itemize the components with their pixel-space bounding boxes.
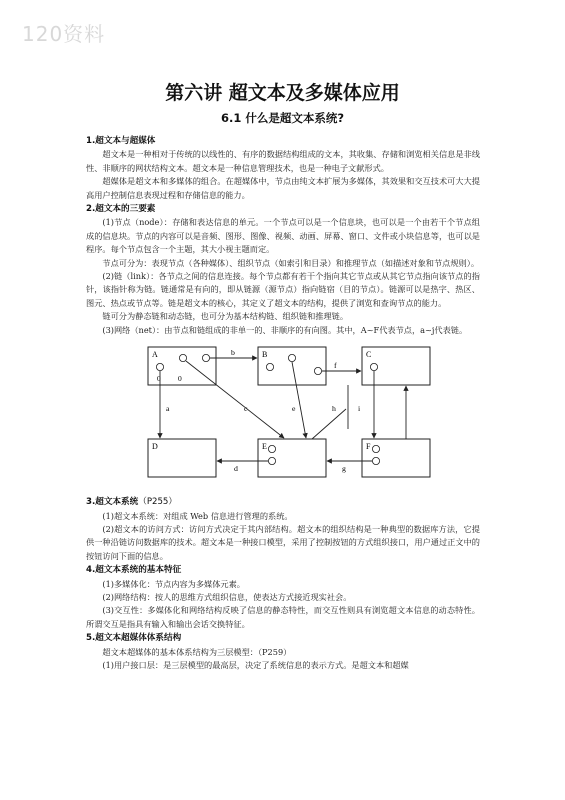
- node-b-label: B: [262, 350, 268, 360]
- section-1: [86, 135, 480, 202]
- anchor-circle: [179, 354, 186, 361]
- paragraph: (2)链（link）：各节点之间的信息连接。每个节点都有若干个指向其它节点或从其它节点指向该节点的指针，该指针称为链。链通常是有向的，即从链源（源节点）指向链宿（目的节点）。链源可以是热字、热区、图元、热点或节点等。链是超文本的核心，其定义了超文本的结构，提供了浏览和查询节点的能力。: [86, 271, 480, 308]
- link-label-a: a: [166, 404, 170, 414]
- link-c-line: [186, 361, 284, 438]
- link-label-c: c: [244, 404, 248, 414]
- paragraph: (3)交互性：多媒体化和网络结构反映了信息的静态特性，而交互性则具有浏览超文本信息的动态特性。所谓交互是指具有输入和输出会话交换特征。: [86, 605, 480, 629]
- document-body: [86, 134, 480, 672]
- section-heading: 2.超文本的三要素: [86, 204, 156, 215]
- anchor-circle: [266, 363, 273, 370]
- page-title: 第六讲 超文本及多媒体应用: [165, 82, 400, 104]
- paragraph: (1)用户接口层：是三层模型的最高层，决定了系统信息的表示方式。是超文本和超媒: [102, 659, 409, 670]
- section-heading: 4.超文本系统的基本特征: [86, 565, 182, 576]
- link-label-f: f: [334, 361, 337, 371]
- anchor-circle: [268, 457, 275, 464]
- section-4: [86, 564, 480, 631]
- watermark: 120资料: [22, 22, 106, 46]
- network-svg: [86, 341, 480, 493]
- link-label-b: b: [231, 348, 235, 358]
- node-f-label: F: [366, 442, 371, 452]
- anchor-circle: [156, 363, 163, 370]
- paragraph: 节点可分为：表现节点（各种媒体）、组织节点（如索引和目录）和推理节点（如描述对象和节点规则）。: [102, 257, 480, 268]
- paragraph: (2)超文本的访问方式：访问方式决定于其内部结构。超文本的组织结构是一种典型的数据库方法，它提供一种沿链访问数据库的技术。超文本是一种接口模型，采用了控制按钮的方式组织接口，用户通过正文中的按钮访问下面的信息。: [86, 523, 480, 561]
- section-3: [86, 496, 480, 563]
- anchor-circle: [268, 445, 275, 452]
- paragraph: (3)网络（net）：由节点和链组成的非单一的、非顺序的有向图。其中，A~F代表节点，a~j代表链。: [102, 324, 468, 335]
- node-f-box: [362, 439, 430, 477]
- paragraph: (1)节点（node）：存储和表达信息的单元。一个节点可以是一个信息块，也可以是一个由若干个节点组成的信息块。节点的内容可以是音频、图形、图像、视频、动画、屏幕、窗口、文件或小块信息等，也可以是程序。每个节点包含一个主题，其大小视主题而定。: [86, 217, 480, 255]
- link-label-i: i: [358, 404, 361, 414]
- node-e-box: [258, 439, 326, 477]
- node-d-label: D: [152, 442, 158, 452]
- paragraph: 超文本是一种相对于传统的以线性的、有序的数据结构组成的文本，其收集、存储和浏览相关信息是非线性、非顺序的网状结构文本。超文本是一种信息管理技术，也是一种电子文献形式。: [86, 149, 480, 173]
- paragraph: (1)多媒体化：节点内容为多媒体元素。: [102, 578, 245, 589]
- section-heading: 3.超文本系统（P255）: [86, 497, 177, 508]
- node-c-box: [362, 347, 430, 385]
- section-subtitle: 6.1 什么是超文本系统?: [220, 111, 345, 125]
- link-e-line: [292, 362, 306, 438]
- paragraph: 超媒体是超文本和多媒体的组合。在超媒体中，节点由纯文本扩展为多媒体，其效果和交互技术可大大提高用户控制信息表现过程和存储信息的能力。: [86, 176, 480, 200]
- link-label-e: e: [292, 404, 296, 414]
- page-reference: （P255）: [138, 497, 177, 508]
- node-a-label: A: [152, 350, 158, 360]
- link-e-return-line: [312, 409, 346, 439]
- node-d-box: [148, 439, 216, 477]
- section-2: [86, 203, 480, 337]
- anchor-circle: [314, 367, 321, 374]
- anchor-circle: [372, 457, 379, 464]
- paragraph: (1)超文本系统：对组成 Web 信息进行管理的系统。: [102, 510, 293, 521]
- node-e-label: E: [262, 442, 267, 452]
- section-5: [86, 632, 480, 672]
- paragraph: 链可分为静态链和动态链，也可分为基本结构链、组织链和推理链。: [102, 311, 349, 322]
- section-heading: 5.超文本超媒体体系结构: [86, 633, 182, 644]
- anchor-circle: [202, 354, 209, 361]
- link-label-d: d: [234, 464, 238, 474]
- paragraph: 超文本超媒体的基本体系结构为三层模型：（P259）: [102, 646, 292, 657]
- anchor-circle: [288, 354, 295, 361]
- link-label-g: g: [342, 464, 346, 474]
- anchor-circle: [372, 445, 379, 452]
- hypertext-network-diagram: [86, 341, 480, 493]
- anchor-circle: [370, 363, 377, 370]
- link-label-h: h: [332, 404, 336, 414]
- paragraph: (2)网络结构：按人的思维方式组织信息，使表达方式接近现实社会。: [102, 591, 352, 602]
- node-c-label: C: [366, 350, 372, 360]
- node-a-mark: 0: [178, 374, 182, 384]
- node-a-mark: 0: [157, 374, 161, 384]
- node-b-box: [258, 347, 326, 385]
- section-heading: 1.超文本与超媒体: [86, 136, 156, 146]
